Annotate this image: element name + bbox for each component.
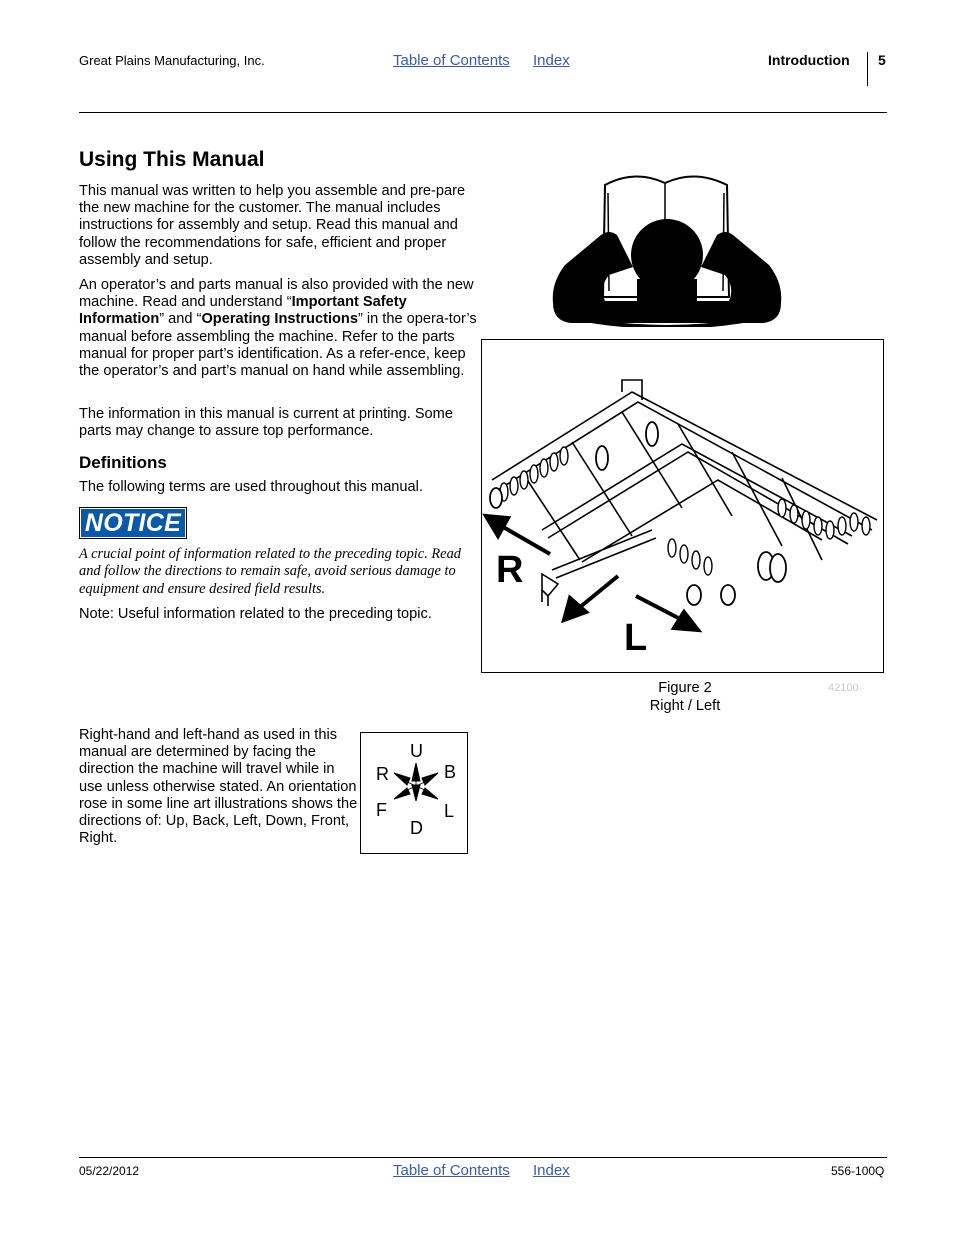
footer-toc-link[interactable]: Table of Contents: [393, 1162, 510, 1179]
header-divider: [867, 52, 868, 86]
manuals-text-3: ” in the opera-tor’s manual before assembling the machine. Refer to the parts manual for proper part’s identification. As a refer-ence, keep the operator’s and part’s manual on hand while assembling.: [79, 311, 477, 380]
footer-date: 05/22/2012: [79, 1164, 140, 1178]
header-section-title: Introduction: [768, 52, 850, 68]
rose-front: F: [376, 800, 387, 820]
figure-title: Right / Left: [649, 697, 721, 714]
orientation-rose: [360, 732, 468, 854]
rose-back: B: [444, 762, 457, 782]
orientation-paragraph: Right-hand and left-hand as used in this manual are determined by facing the direction the machine will travel while in use unless otherwise stated. An orientation rose in some line art illustrations shows the directions of: Up, Back, Left, Down, Front, Right.: [79, 727, 358, 847]
definitions-intro: The following terms are used throughout this manual.: [79, 479, 423, 495]
reading-manual-icon: [551, 171, 783, 327]
manuals-paragraph: [79, 277, 479, 380]
right-left-figure: [481, 339, 884, 673]
notice-badge: [79, 507, 187, 539]
rose-up: U: [410, 741, 423, 761]
header-toc-link[interactable]: Table of Contents: [393, 52, 510, 69]
safety-info-term: Important Safety Information: [79, 294, 407, 328]
intro-paragraph: This manual was written to help you assemble and pre-pare the new machine for the customer. The manual includes instructions for assembly and setup. Read this manual and follow the recommendations for safe, efficient and proper assembly and setup.: [79, 183, 466, 268]
operating-instructions-term: Operating Instructions: [201, 311, 358, 328]
footer-rule: [79, 1157, 887, 1158]
rose-right: R: [376, 764, 389, 784]
manuals-text-2: ” and “: [159, 311, 202, 328]
footer-doc-number: 556-100Q: [831, 1164, 885, 1178]
rose-down: D: [410, 818, 423, 838]
rose-left: L: [444, 801, 455, 821]
footer-index-link[interactable]: Index: [533, 1162, 570, 1179]
header-company: Great Plains Manufacturing, Inc.: [79, 53, 265, 68]
field-cultivator-illustration: [482, 340, 883, 672]
note-description: Note: Useful information related to the preceding topic.: [79, 606, 432, 622]
compass-rose-icon: [361, 733, 467, 853]
manuals-text-1: An operator’s and parts manual is also provided with the new machine. Read and understand “: [79, 277, 474, 311]
left-label: L: [624, 617, 648, 659]
figure-number: Figure 2: [658, 680, 712, 696]
notice-label: NOTICE: [81, 509, 185, 537]
page-number: 5: [878, 52, 886, 68]
current-info-paragraph: The information in this manual is current at printing. Some parts may change to assure top performance.: [79, 406, 453, 440]
right-label: R: [496, 549, 524, 591]
notice-description: A crucial point of information related to the preceding topic. Read and follow the directions to remain safe, avoid serious damage to equipment and ensure desired field results.: [79, 546, 461, 597]
figure-caption: [600, 680, 770, 715]
page-title: Using This Manual: [79, 148, 265, 171]
header-index-link[interactable]: Index: [533, 52, 570, 69]
header-rule: [79, 112, 887, 113]
figure-id: 42100: [828, 682, 859, 694]
definitions-heading: Definitions: [79, 453, 167, 472]
